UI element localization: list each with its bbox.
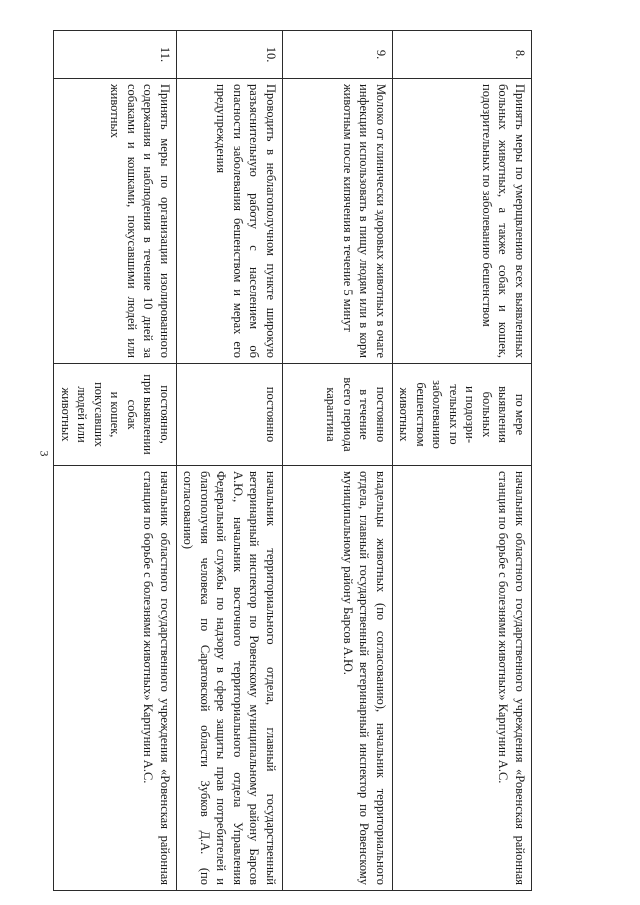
measure-text: Принять меры по организации изолированного содержания и наблюдения в течение 10 дней за собаками и кошками, покусавшими людей или животных (108, 84, 172, 358)
table-row (54, 31, 177, 891)
row-number: 10. (177, 31, 283, 79)
measure-text: Молоко от клинически здоровых животных в очаге инфекции использовать в пищу людям или в корм животным после кипячения в течение 5 минут (341, 84, 388, 358)
responsible-cell (283, 466, 393, 891)
measures-table (54, 30, 533, 891)
term-cell (283, 364, 393, 466)
term-text: постоянно в течение всего периода карантина (324, 377, 388, 452)
table-row (283, 31, 393, 891)
measure-text: Принять меры по умерщвлению всех выявленных больных животных, а также собак и кошек, подозрительных по заболеванию бешенством (480, 84, 527, 358)
term-cell (177, 364, 283, 466)
table-row (177, 31, 283, 891)
term-text: постоянно (264, 386, 278, 443)
measure-cell (393, 79, 532, 364)
row-number: 9. (283, 31, 393, 79)
term-text: по мере выявления больных и подозри- тельных по заболеванию бешенством животных (397, 380, 527, 449)
responsible-text: начальник территориального отдела, главный государственный ветеринарный инспектор по Ровенскому муниципальному району Барсов А.Ю., начальник восточного территориального отдела Управления Федеральной службы по надзору в сфере защиты прав потребителей и благополучия человека по Саратовской области Зубков Д.А. (по согласованию) (181, 471, 278, 885)
measure-cell (54, 79, 177, 364)
responsible-text: владельцы животных (по согласованию), начальник территориального отдела, главный государственный ветеринарный инспектор по Ровенскому муниципальному району Барсов А.Ю. (341, 471, 388, 885)
responsible-text: начальник областного государственного учреждения «Ровенская районная станция по борьбе с болезнями животных» Карпунин А.С. (141, 471, 172, 885)
rotated-table-wrapper (59, 30, 532, 890)
responsible-cell (393, 466, 532, 891)
table-row (393, 31, 532, 891)
row-number: 8. (393, 31, 532, 79)
term-cell (393, 364, 532, 466)
term-cell (54, 364, 177, 466)
measure-cell (177, 79, 283, 364)
measure-cell (283, 79, 393, 364)
responsible-text: начальник областного государственного учреждения «Ровенская районная станция по борьбе с болезнями животных» Карпунин А.С. (496, 471, 527, 885)
responsible-cell (177, 466, 283, 891)
term-text: постоянно, при выявлении собак и кошек, покусавших людей или животных (59, 374, 172, 455)
responsible-cell (54, 466, 177, 891)
row-number: 11. (54, 31, 177, 79)
page-number: 3 (37, 450, 52, 457)
document-sheet (59, 30, 532, 890)
measure-text: Проводить в неблагополучном пункте широкую разъяснительную работу с населением об опасности заболевания бешенством и мерах его предупреждения (214, 84, 278, 358)
